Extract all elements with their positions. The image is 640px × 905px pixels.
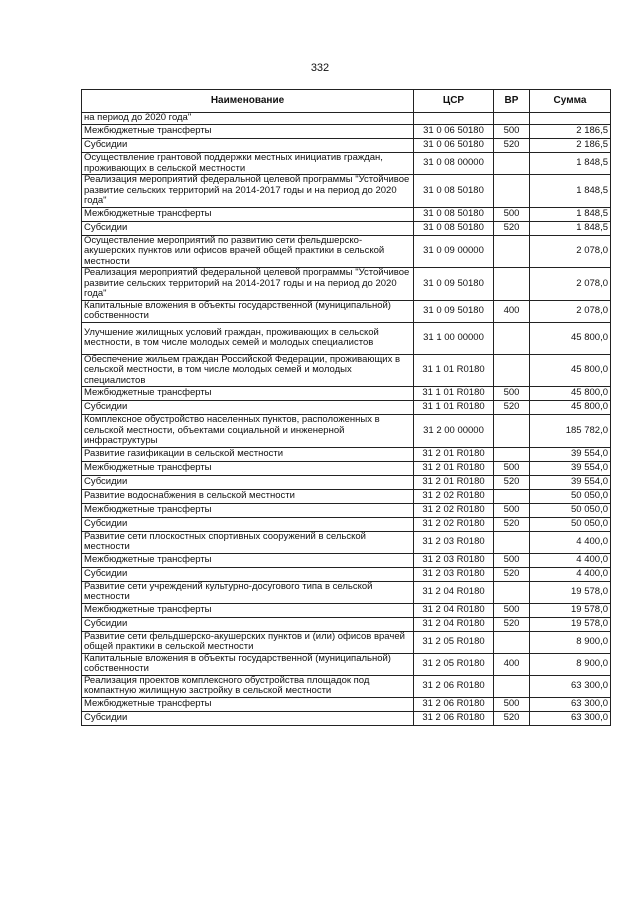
cell-name: Развитие сети учреждений культурно-досугового типа в сельской местности (82, 581, 414, 603)
cell-sum: 45 800,0 (530, 322, 611, 354)
cell-csr (414, 113, 494, 125)
table-row (82, 207, 611, 221)
table-header-row (82, 90, 611, 113)
cell-csr: 31 2 02 R0180 (414, 489, 494, 503)
cell-sum: 45 800,0 (530, 387, 611, 401)
cell-csr: 31 0 08 00000 (414, 153, 494, 175)
cell-vr (494, 322, 530, 354)
cell-vr: 500 (494, 603, 530, 617)
cell-csr: 31 2 03 R0180 (414, 567, 494, 581)
table-row (82, 125, 611, 139)
table-row (82, 517, 611, 531)
cell-name: Обеспечение жильем граждан Российской Федерации, проживающих в сельской местности, в том числе молодых семей и молодых специалистов (82, 354, 414, 387)
cell-name: Реализация мероприятий федеральной целевой программы "Устойчивое развитие сельских территорий на 2014-2017 годы и на период до 2020 года" (82, 268, 414, 301)
cell-vr (494, 447, 530, 461)
table-row (82, 653, 611, 675)
budget-table (81, 89, 611, 726)
cell-sum: 63 300,0 (530, 697, 611, 711)
table-row (82, 567, 611, 581)
cell-csr: 31 2 06 R0180 (414, 675, 494, 697)
cell-name: Субсидии (82, 475, 414, 489)
cell-csr: 31 0 08 50180 (414, 175, 494, 208)
page-number: 332 (310, 62, 330, 74)
cell-vr (494, 153, 530, 175)
table-row (82, 447, 611, 461)
cell-sum: 4 400,0 (530, 531, 611, 553)
cell-name: Осуществление мероприятий по развитию сети фельдшерско-акушерских пунктов или офисов врачей общей практики в сельской местности (82, 235, 414, 268)
cell-vr: 500 (494, 553, 530, 567)
cell-sum: 50 050,0 (530, 503, 611, 517)
cell-vr: 520 (494, 401, 530, 415)
cell-sum: 1 848,5 (530, 153, 611, 175)
table-row (82, 354, 611, 387)
table-row (82, 617, 611, 631)
cell-vr: 400 (494, 300, 530, 322)
cell-vr (494, 675, 530, 697)
table-body (82, 113, 611, 726)
cell-csr: 31 0 09 00000 (414, 235, 494, 268)
cell-name: Субсидии (82, 221, 414, 235)
cell-csr: 31 0 09 50180 (414, 268, 494, 301)
cell-csr: 31 1 01 R0180 (414, 354, 494, 387)
cell-vr: 520 (494, 139, 530, 153)
table-row (82, 415, 611, 448)
table-row (82, 387, 611, 401)
cell-csr: 31 2 01 R0180 (414, 461, 494, 475)
cell-name: Субсидии (82, 567, 414, 581)
cell-csr: 31 2 03 R0180 (414, 553, 494, 567)
cell-name: Осуществление грантовой поддержки местных инициатив граждан, проживающих в сельской местности (82, 153, 414, 175)
header-name: Наименование (82, 90, 414, 113)
cell-sum: 50 050,0 (530, 517, 611, 531)
table-row (82, 475, 611, 489)
cell-sum: 2 186,5 (530, 125, 611, 139)
cell-sum: 39 554,0 (530, 461, 611, 475)
cell-sum: 8 900,0 (530, 631, 611, 653)
cell-sum: 1 848,5 (530, 175, 611, 208)
cell-sum: 8 900,0 (530, 653, 611, 675)
cell-sum: 4 400,0 (530, 553, 611, 567)
table-row (82, 300, 611, 322)
cell-vr: 520 (494, 711, 530, 725)
cell-vr: 520 (494, 517, 530, 531)
cell-csr: 31 1 00 00000 (414, 322, 494, 354)
cell-csr: 31 2 01 R0180 (414, 475, 494, 489)
cell-name: Межбюджетные трансферты (82, 603, 414, 617)
cell-csr: 31 2 04 R0180 (414, 603, 494, 617)
cell-sum (530, 113, 611, 125)
cell-csr: 31 2 03 R0180 (414, 531, 494, 553)
cell-name: Межбюджетные трансферты (82, 461, 414, 475)
table-row (82, 675, 611, 697)
cell-sum: 2 078,0 (530, 300, 611, 322)
cell-vr (494, 581, 530, 603)
cell-name: Развитие водоснабжения в сельской местности (82, 489, 414, 503)
cell-vr (494, 175, 530, 208)
table-row (82, 581, 611, 603)
cell-vr (494, 531, 530, 553)
cell-vr (494, 235, 530, 268)
cell-sum: 2 078,0 (530, 268, 611, 301)
cell-vr (494, 354, 530, 387)
cell-name: Межбюджетные трансферты (82, 125, 414, 139)
cell-csr: 31 2 02 R0180 (414, 517, 494, 531)
header-vr: ВР (494, 90, 530, 113)
table-row (82, 221, 611, 235)
cell-csr: 31 2 05 R0180 (414, 653, 494, 675)
cell-sum: 19 578,0 (530, 581, 611, 603)
cell-vr (494, 489, 530, 503)
cell-csr: 31 0 09 50180 (414, 300, 494, 322)
cell-csr: 31 2 06 R0180 (414, 711, 494, 725)
cell-sum: 45 800,0 (530, 401, 611, 415)
cell-sum: 63 300,0 (530, 711, 611, 725)
cell-name: Развитие сети плоскостных спортивных сооружений в сельской местности (82, 531, 414, 553)
cell-sum: 63 300,0 (530, 675, 611, 697)
cell-sum: 185 782,0 (530, 415, 611, 448)
cell-name: Улучшение жилищных условий граждан, проживающих в сельской местности, в том числе молодых семей и молодых специалистов (82, 322, 414, 354)
cell-sum: 4 400,0 (530, 567, 611, 581)
table-row (82, 139, 611, 153)
cell-vr: 400 (494, 653, 530, 675)
cell-name: Субсидии (82, 401, 414, 415)
cell-csr: 31 2 04 R0180 (414, 581, 494, 603)
cell-sum: 1 848,5 (530, 207, 611, 221)
cell-csr: 31 2 05 R0180 (414, 631, 494, 653)
cell-csr: 31 0 08 50180 (414, 221, 494, 235)
table-row (82, 697, 611, 711)
cell-vr (494, 113, 530, 125)
cell-name: Межбюджетные трансферты (82, 387, 414, 401)
cell-sum: 1 848,5 (530, 221, 611, 235)
cell-csr: 31 1 01 R0180 (414, 401, 494, 415)
cell-sum: 39 554,0 (530, 475, 611, 489)
cell-name: Реализация проектов комплексного обустройства площадок под компактную жилищную застройку в сельской местности (82, 675, 414, 697)
cell-name: Комплексное обустройство населенных пунктов, расположенных в сельской местности, объектами социальной и инженерной инфраструктуры (82, 415, 414, 448)
cell-csr: 31 2 01 R0180 (414, 447, 494, 461)
cell-name: Субсидии (82, 517, 414, 531)
cell-vr (494, 631, 530, 653)
table-row (82, 711, 611, 725)
table-row (82, 461, 611, 475)
cell-vr: 500 (494, 503, 530, 517)
table-row (82, 553, 611, 567)
cell-csr: 31 0 06 50180 (414, 139, 494, 153)
table-row (82, 503, 611, 517)
cell-vr: 500 (494, 387, 530, 401)
cell-name: на период до 2020 года" (82, 113, 414, 125)
cell-vr: 500 (494, 697, 530, 711)
cell-sum: 45 800,0 (530, 354, 611, 387)
cell-sum: 19 578,0 (530, 603, 611, 617)
table-row (82, 113, 611, 125)
cell-name: Капитальные вложения в объекты государственной (муниципальной) собственности (82, 300, 414, 322)
cell-name: Реализация мероприятий федеральной целевой программы "Устойчивое развитие сельских территорий на 2014-2017 годы и на период до 2020 года" (82, 175, 414, 208)
cell-csr: 31 2 00 00000 (414, 415, 494, 448)
cell-name: Развитие сети фельдшерско-акушерских пунктов и (или) офисов врачей общей практики в сельской местности (82, 631, 414, 653)
cell-sum: 50 050,0 (530, 489, 611, 503)
table-row (82, 235, 611, 268)
table-row (82, 268, 611, 301)
cell-vr: 520 (494, 567, 530, 581)
cell-csr: 31 2 02 R0180 (414, 503, 494, 517)
cell-name: Межбюджетные трансферты (82, 503, 414, 517)
table-row (82, 401, 611, 415)
cell-name: Межбюджетные трансферты (82, 207, 414, 221)
cell-csr: 31 1 01 R0180 (414, 387, 494, 401)
cell-vr (494, 415, 530, 448)
cell-vr: 520 (494, 221, 530, 235)
cell-csr: 31 2 06 R0180 (414, 697, 494, 711)
cell-vr (494, 268, 530, 301)
cell-name: Межбюджетные трансферты (82, 553, 414, 567)
cell-name: Капитальные вложения в объекты государственной (муниципальной) собственности (82, 653, 414, 675)
table-row (82, 489, 611, 503)
cell-name: Субсидии (82, 139, 414, 153)
cell-vr: 520 (494, 617, 530, 631)
cell-sum: 2 078,0 (530, 235, 611, 268)
cell-sum: 2 186,5 (530, 139, 611, 153)
cell-name: Субсидии (82, 711, 414, 725)
header-csr: ЦСР (414, 90, 494, 113)
cell-csr: 31 0 08 50180 (414, 207, 494, 221)
table-row (82, 631, 611, 653)
table-row (82, 603, 611, 617)
cell-name: Субсидии (82, 617, 414, 631)
cell-sum: 19 578,0 (530, 617, 611, 631)
cell-vr: 500 (494, 125, 530, 139)
table-row (82, 531, 611, 553)
table-row (82, 322, 611, 354)
cell-csr: 31 2 04 R0180 (414, 617, 494, 631)
cell-vr: 500 (494, 461, 530, 475)
cell-name: Развитие газификации в сельской местности (82, 447, 414, 461)
cell-vr: 500 (494, 207, 530, 221)
cell-sum: 39 554,0 (530, 447, 611, 461)
table-row (82, 153, 611, 175)
cell-vr: 520 (494, 475, 530, 489)
cell-csr: 31 0 06 50180 (414, 125, 494, 139)
table-row (82, 175, 611, 208)
header-sum: Сумма (530, 90, 611, 113)
cell-name: Межбюджетные трансферты (82, 697, 414, 711)
